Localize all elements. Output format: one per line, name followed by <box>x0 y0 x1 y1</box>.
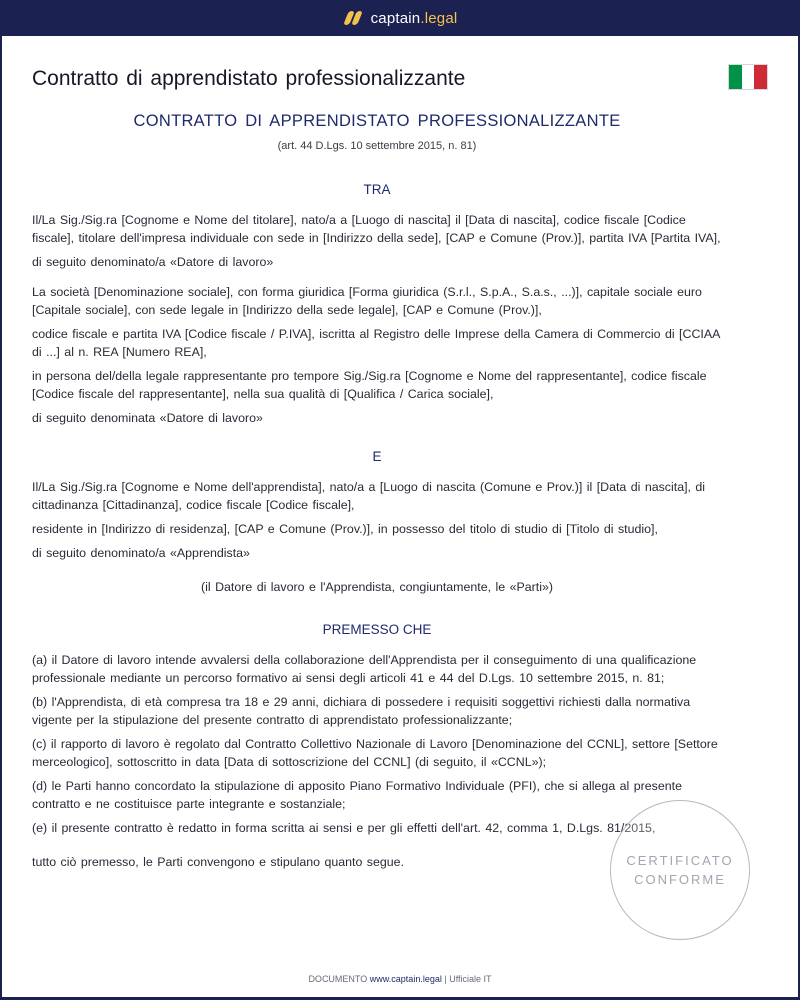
apprentice-residence: residente in [Indirizzo di residenza], [CAP e Comune (Prov.)], in possesso del titolo di studio di [Titolo di studio], <box>32 522 658 536</box>
apprentice-designation: di seguito denominato/a «Apprendista» <box>32 546 250 560</box>
stamp-line-1: CERTIFICATO <box>626 853 734 868</box>
premessa-a: (a) il Datore di lavoro intende avvalersi della collaborazione dell'Apprendista per il conseguimento di una qualificazione professionale mediante un percorso formativo ai sensi degli articoli 41 e 44 del D.Lgs. 10 settembre 2015, n. 81; <box>32 653 697 685</box>
footer-suffix: | Ufficiale IT <box>444 974 492 984</box>
company-designation: di seguito denominata «Datore di lavoro» <box>32 411 263 425</box>
top-bar <box>0 0 800 36</box>
document-sheet <box>2 36 798 997</box>
party1-details: Il/La Sig./Sig.ra [Cognome e Nome del titolare], nato/a a [Luogo di nascita] il [Data di nascita], codice fiscale [Codice fiscale], titolare dell'impresa individuale con sede in [Indirizzo della sede], [CAP e Comune (Prov.)], partita IVA [Partita IVA], <box>32 213 721 245</box>
stamp-line-2: CONFORME <box>634 872 726 887</box>
brand[interactable] <box>343 10 458 27</box>
company-representative: in persona del/della legale rappresentante pro tempore Sig./Sig.ra [Cognome e Nome del rappresentante], codice fiscale [Codice fiscale del rappresentante], nella sua qualità di [Qualifica / Carica sociale], <box>32 369 707 401</box>
section-premesso: PREMESSO CHE <box>322 622 432 637</box>
contract-heading: CONTRATTO DI APPRENDISTATO PROFESSIONALIZZANTE <box>133 112 621 130</box>
company-registration: codice fiscale e partita IVA [Codice fiscale / P.IVA], iscritta al Registro delle Imprese della Camera di Commercio di [CCIAA di ...] al n. REA [Numero REA], <box>32 327 720 359</box>
premessa-d: (d) le Parti hanno concordato la stipulazione di apposito Piano Formativo Individuale (PFI), che si allega al presente contratto e ne costituisce parte integrante e sostanziale; <box>32 779 682 811</box>
section-tra: TRA <box>363 182 391 197</box>
contract-subheading: (art. 44 D.Lgs. 10 settembre 2015, n. 81) <box>277 140 477 152</box>
page-title: Contratto di apprendistato professionalizzante <box>32 67 466 90</box>
apprentice-details: Il/La Sig./Sig.ra [Cognome e Nome dell'apprendista], nato/a a [Luogo di nascita (Comune e Prov.)] il [Data di nascita], di cittadinanza [Cittadinanza], codice fiscale [Codice fiscale], <box>32 480 706 512</box>
brand-name: captain.legal <box>370 9 458 27</box>
closing-statement: tutto ciò premesso, le Parti convengono e stipulano quanto segue. <box>32 855 405 869</box>
italian-flag-icon <box>728 64 768 90</box>
company-details: La società [Denominazione sociale], con forma giuridica [Forma giuridica (S.r.l., S.p.A., S.a.s., ...)], capitale sociale euro [Capitale sociale], con sede legale in [Indirizzo della sede legale], [CAP e Comune (Prov.)], <box>32 285 702 317</box>
footer-prefix: DOCUMENTO <box>308 974 368 984</box>
premessa-b: (b) l'Apprendista, di età compresa tra 18 e 29 anni, dichiara di possedere i requisiti soggettivi richiesti dalla normativa vigente per la stipulazione del presente contratto di apprendistato professionalizzante; <box>32 695 691 727</box>
premessa-c: (c) il rapporto di lavoro è regolato dal Contratto Collettivo Nazionale di Lavoro [Denominazione del CCNL], settore [Settore merceologico], sottoscritto in data [Data di sottoscrizione del CCNL] (di seguito, il «CCNL»); <box>32 737 718 769</box>
party1-designation: di seguito denominato/a «Datore di lavoro» <box>32 255 274 269</box>
footer-link[interactable]: www.captain.legal <box>369 974 442 984</box>
contract-body <box>32 112 722 877</box>
joint-parties: (il Datore di lavoro e l'Apprendista, congiuntamente, le «Parti») <box>201 580 553 594</box>
footer <box>2 974 798 984</box>
premessa-e: (e) il presente contratto è redatto in forma scritta ai sensi e per gli effetti dell'art. 42, comma 1, D.Lgs. 81/2015, <box>32 821 656 835</box>
certified-stamp <box>610 800 750 940</box>
section-e: E <box>372 449 382 464</box>
captain-logo-icon <box>343 10 363 26</box>
